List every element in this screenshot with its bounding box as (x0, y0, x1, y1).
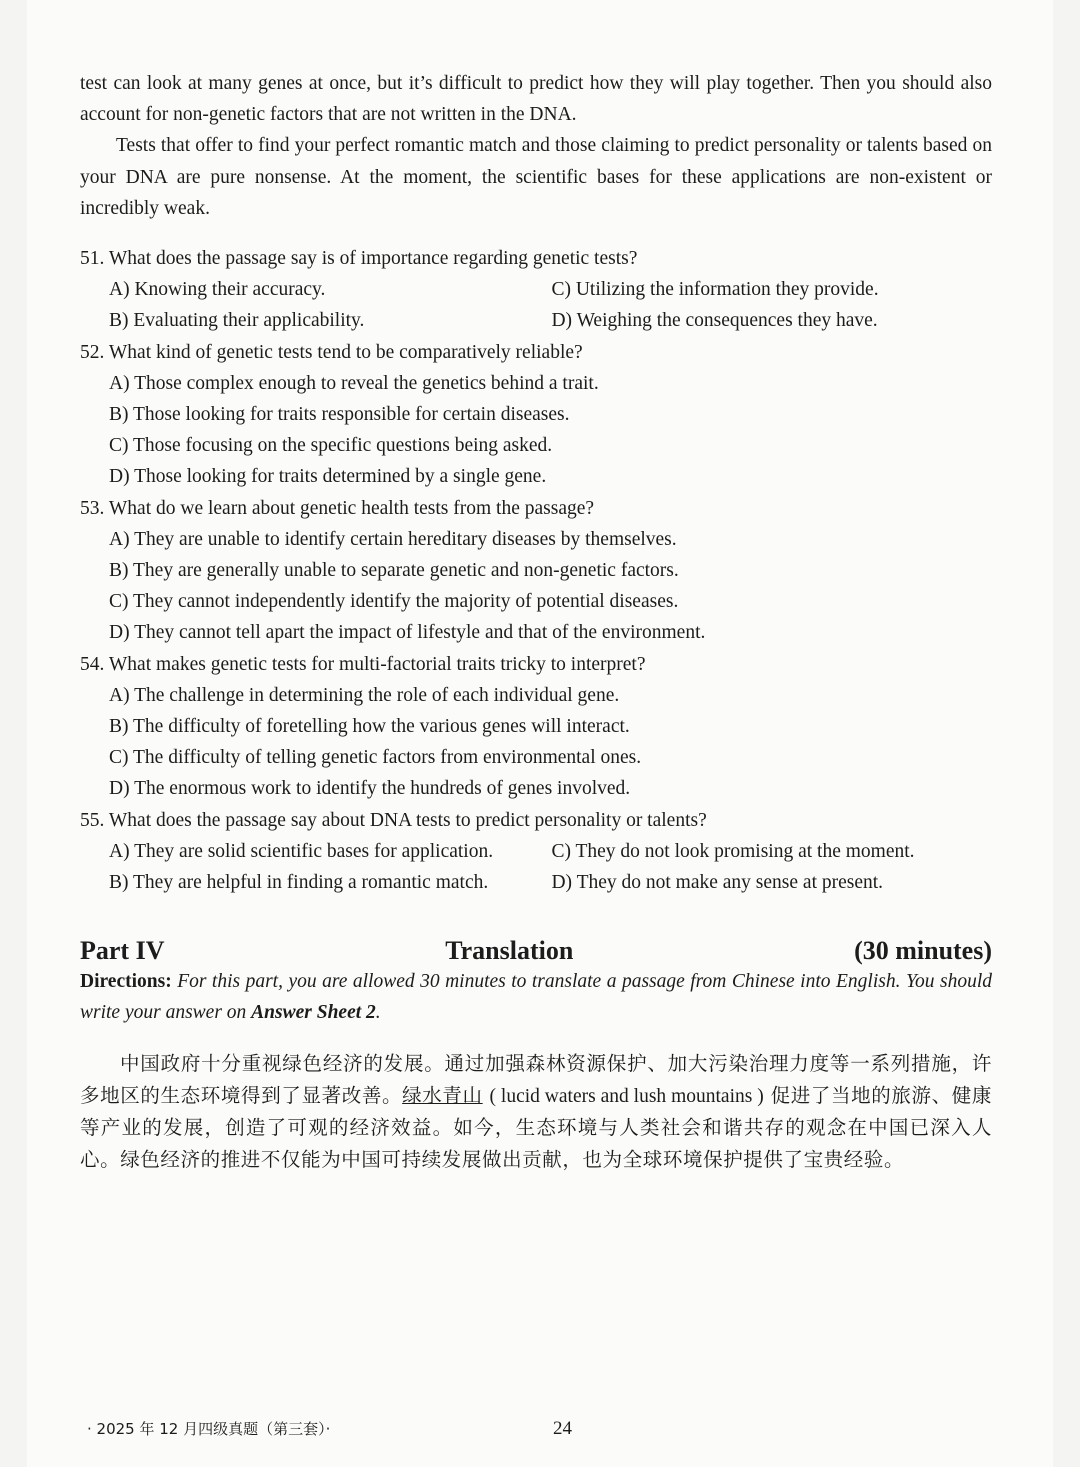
answer-option[interactable]: B) They are generally unable to separate genetic and non-genetic factors. (109, 560, 679, 582)
answer-option[interactable]: A) They are unable to identify certain hereditary diseases by themselves. (109, 528, 677, 550)
exam-page (27, 0, 1053, 1467)
question-stem: 55. What does the passage say about DNA tests to predict personality or talents? (80, 809, 707, 831)
question-stem: 54. What makes genetic tests for multi-factorial traits tricky to interpret? (80, 653, 646, 675)
answer-option[interactable]: A) Those complex enough to reveal the genetics behind a trait. (109, 372, 599, 394)
part-label: Part IV (80, 936, 165, 965)
question-list (80, 243, 992, 898)
answer-option[interactable]: D) The enormous work to identify the hundreds of genes involved. (109, 778, 631, 800)
answer-option[interactable]: D) They cannot tell apart the impact of lifestyle and that of the environment. (109, 622, 706, 644)
part-title: Translation (445, 936, 574, 965)
zh-text-2: 促进了当地的旅游、健康等产业的发展，创造了可观的经济效益。如今，生态环境与人类社会和谐共存的观念在中国已深入人心。绿色经济的推进不仅能为中国可持续发展做出贡献，也为全球环境保护提供了宝贵经验。 (80, 1083, 992, 1171)
directions (80, 966, 992, 1028)
answer-option[interactable]: C) Those focusing on the specific questions being asked. (109, 435, 553, 457)
zh-underlined-term: 绿水青山 (402, 1083, 483, 1107)
answer-option[interactable]: B) Those looking for traits responsible for certain diseases. (109, 404, 570, 426)
page-number: 24 (553, 1418, 572, 1439)
answer-option[interactable]: C) They do not look promising at the moment. (551, 840, 915, 862)
question-stem: 51. What does the passage say is of importance regarding genetic tests? (80, 248, 638, 269)
answer-option[interactable]: B) Evaluating their applicability. (109, 310, 365, 332)
answer-option[interactable]: A) The challenge in determining the role of each individual gene. (109, 684, 620, 706)
directions-label: Directions: (80, 971, 172, 992)
zh-text-1: 中国政府十分重视绿色经济的发展。通过加强森林资源保护、加大污染治理力度等一系列措施，许多地区的生态环境得到了显著改善。 (80, 1052, 992, 1107)
part-header (80, 936, 992, 966)
answer-option[interactable]: B) They are helpful in finding a romantic match. (109, 872, 489, 894)
answer-option[interactable]: D) They do not make any sense at present. (551, 872, 884, 894)
translation-passage (80, 1048, 992, 1175)
passage-paragraph: test can look at many genes at once, but it’s difficult to predict how they will play together. Then you should also account for non-genetic factors that are not written in the DNA. (80, 73, 992, 126)
directions-period: . (375, 1002, 381, 1023)
answer-option[interactable]: B) The difficulty of foretelling how the various genes will interact. (109, 716, 630, 738)
answer-option[interactable]: C) They cannot independently identify the majority of potential diseases. (109, 591, 679, 613)
directions-text: For this part, you are allowed 30 minutes to translate a passage from Chinese into English. You should write your answer on (80, 971, 992, 1023)
answer-option[interactable]: C) The difficulty of telling genetic factors from environmental ones. (109, 747, 642, 769)
question-stem: 52. What kind of genetic tests tend to be comparatively reliable? (80, 341, 583, 363)
passage-paragraph: Tests that offer to find your perfect romantic match and those claiming to predict personality or talents based on your DNA are pure nonsense. At the moment, the scientific bases for these applications are non-existent or incredibly weak. (80, 135, 992, 219)
answer-option[interactable]: D) Those looking for traits determined by a single gene. (109, 466, 547, 488)
answer-option[interactable]: C) Utilizing the information they provide. (551, 279, 879, 301)
zh-english-gloss: ( lucid waters and lush mountains ) (489, 1085, 764, 1107)
answer-option[interactable]: A) Knowing their accuracy. (109, 279, 326, 301)
footer-source: · 2025 年 12 月四级真题（第三套）· (87, 1420, 331, 1438)
answer-option[interactable]: A) They are solid scientific bases for application. (109, 840, 494, 862)
passage-end (80, 68, 992, 224)
question-stem: 53. What do we learn about genetic health tests from the passage? (80, 497, 595, 519)
answer-option[interactable]: D) Weighing the consequences they have. (551, 310, 878, 332)
answer-sheet-label: Answer Sheet 2 (251, 1002, 376, 1023)
part-iv-section (80, 936, 992, 1175)
part-time: (30 minutes) (854, 936, 992, 965)
